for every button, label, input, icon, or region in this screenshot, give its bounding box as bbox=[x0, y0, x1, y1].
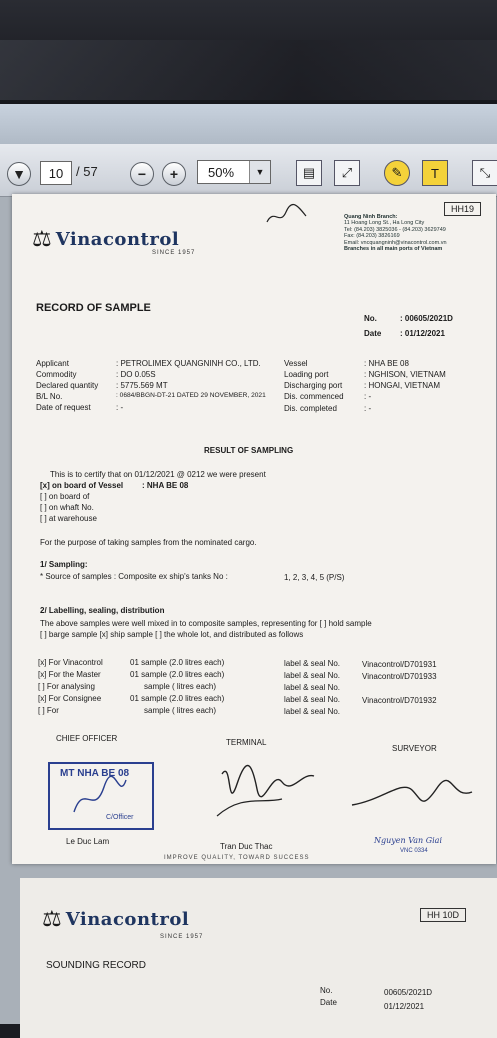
loading-port-label: Loading port bbox=[284, 370, 329, 379]
no-label-2: No. bbox=[320, 986, 333, 995]
form-code: HH19 bbox=[444, 202, 481, 216]
sampling-tanks: 1, 2, 3, 4, 5 (P/S) bbox=[284, 573, 345, 582]
bl-value: : 0684/BBGN-DT-21 DATED 29 NOVEMBER, 2021 bbox=[116, 392, 266, 399]
comment-icon[interactable]: ✎ bbox=[384, 160, 410, 186]
form-code-2: HH 10D bbox=[420, 908, 466, 922]
no-value-2: 00605/2021D bbox=[384, 988, 433, 997]
branch-address bbox=[344, 214, 447, 252]
sampling-heading: 1/ Sampling: bbox=[40, 560, 88, 569]
purpose-line: For the purpose of taking samples from the nominated cargo. bbox=[40, 538, 257, 547]
initials-signature bbox=[262, 202, 312, 232]
request-date-label: Date of request bbox=[36, 403, 91, 412]
document-page-next bbox=[20, 878, 497, 1038]
quantity-value: : 5775.569 MT bbox=[116, 381, 168, 390]
date-value: : 01/12/2021 bbox=[400, 329, 445, 338]
viewer-header-strip bbox=[0, 104, 497, 144]
sampling-source: * Source of samples : Composite ex ship's tanks No : bbox=[40, 572, 228, 581]
surveyor-code: VNC 0334 bbox=[400, 848, 428, 854]
result-heading: RESULT OF SAMPLING bbox=[204, 446, 294, 455]
branch-line: Quang Ninh Branch: bbox=[344, 214, 398, 220]
date-value-2: 01/12/2021 bbox=[384, 1002, 425, 1011]
dist-seal: Vinacontrol/D701933 bbox=[362, 672, 437, 681]
discharging-port-value: : HONGAI, VIETNAM bbox=[364, 381, 441, 390]
applicant-label: Applicant bbox=[36, 359, 69, 368]
surveyor-label: SURVEYOR bbox=[392, 744, 437, 753]
dist-label: label & seal No. bbox=[284, 683, 341, 692]
no-value: : 00605/2021D bbox=[400, 314, 453, 323]
labelling-line-2: [ ] barge sample [x] ship sample [ ] the whole lot, and distributed as follows bbox=[40, 630, 304, 639]
applicant-value: : PETROLIMEX QUANGNINH CO., LTD. bbox=[116, 359, 261, 368]
check-warehouse: [ ] at warehouse bbox=[40, 514, 97, 523]
dist-sample: sample ( litres each) bbox=[144, 682, 217, 691]
quantity-label: Declared quantity bbox=[36, 381, 99, 390]
chief-officer-name: Le Duc Lam bbox=[66, 837, 110, 846]
commodity-value: : DO 0.05S bbox=[116, 370, 156, 379]
request-date-value: : - bbox=[116, 403, 124, 412]
fit-width-icon[interactable]: ⤢ bbox=[334, 160, 360, 186]
check-whaft: [ ] on whaft No. bbox=[40, 503, 94, 512]
dist-label: label & seal No. bbox=[284, 695, 341, 704]
labelling-line-1: The above samples were well mixed in to composite samples, representing for [ ] hold sample bbox=[40, 619, 372, 628]
since-label-2: SINCE 1957 bbox=[160, 934, 204, 940]
slogan: IMPROVE QUALITY, TOWARD SUCCESS bbox=[164, 855, 310, 861]
branch-line: Email: vncquangninh@vinacontrol.com.vn bbox=[344, 239, 447, 246]
zoom-select[interactable] bbox=[197, 160, 271, 184]
brand-name-2: Vinacontrol bbox=[65, 908, 190, 930]
dist-for: [x] For Vinacontrol bbox=[38, 658, 103, 667]
dis-commenced-value: : - bbox=[364, 392, 372, 401]
terminal-signature bbox=[202, 754, 322, 824]
dist-label: label & seal No. bbox=[284, 707, 341, 716]
dist-for: [ ] For bbox=[38, 706, 59, 715]
vinacontrol-logo bbox=[32, 226, 179, 252]
dist-seal: Vinacontrol/D701931 bbox=[362, 660, 437, 669]
terminal-name: Tran Duc Thac bbox=[220, 842, 273, 851]
on-board-label: [x] on board of Vessel bbox=[40, 481, 124, 490]
date-label: Date bbox=[364, 329, 382, 338]
dist-sample: 01 sample (2.0 litres each) bbox=[130, 670, 225, 679]
zoom-in-icon[interactable]: + bbox=[162, 162, 186, 186]
dist-for: [x] For the Master bbox=[38, 670, 101, 679]
fit-page-icon[interactable]: ▤ bbox=[296, 160, 322, 186]
branch-line: 11 Hoang Long St., Ha Long City bbox=[344, 220, 425, 227]
surveyor-name: Nguyen Van Giai bbox=[374, 836, 443, 845]
dist-for: [x] For Consignee bbox=[38, 694, 102, 703]
no-label: No. bbox=[364, 314, 377, 323]
dis-completed-value: : - bbox=[364, 404, 372, 413]
vessel-label: Vessel bbox=[284, 359, 308, 368]
dis-commenced-label: Dis. commenced bbox=[284, 392, 344, 401]
page-number-input[interactable]: 10 bbox=[40, 161, 72, 185]
bl-label: B/L No. bbox=[36, 392, 63, 401]
branch-line: Fax: (84.203) 3826169 bbox=[344, 233, 400, 240]
terminal-label: TERMINAL bbox=[226, 738, 267, 747]
chevron-down-icon[interactable]: ▼ bbox=[249, 161, 270, 183]
labelling-heading: 2/ Labelling, sealing, distribution bbox=[40, 606, 165, 615]
zoom-value: 50% bbox=[208, 164, 235, 180]
chief-officer-label: CHIEF OFFICER bbox=[56, 734, 118, 743]
dist-sample: 01 sample (2.0 litres each) bbox=[130, 694, 225, 703]
dist-label: label & seal No. bbox=[284, 671, 341, 680]
branch-line: Branches in all main ports of Vietnam bbox=[344, 246, 443, 253]
chief-officer-signature bbox=[64, 772, 134, 822]
check-on-board: [ ] on board of bbox=[40, 492, 90, 501]
dist-sample: sample ( litres each) bbox=[144, 706, 217, 715]
branch-line: Tel: (84.203) 3825036 - (84.203) 3629749 bbox=[344, 226, 446, 233]
document-title: RECORD OF SAMPLE bbox=[36, 302, 151, 314]
stamp-text: MT NHA BE 08 bbox=[60, 768, 130, 779]
dist-seal: Vinacontrol/D701932 bbox=[362, 696, 437, 705]
dist-label: label & seal No. bbox=[284, 659, 341, 668]
loading-port-value: : NGHISON, VIETNAM bbox=[364, 370, 446, 379]
dist-sample: 01 sample (2.0 litres each) bbox=[130, 658, 225, 667]
next-page-icon[interactable]: ▼ bbox=[7, 162, 31, 186]
stamp-sub: C/Officer bbox=[106, 814, 134, 821]
dis-completed-label: Dis. completed bbox=[284, 404, 337, 413]
commodity-label: Commodity bbox=[36, 370, 77, 379]
brand-name: Vinacontrol bbox=[55, 228, 180, 250]
sounding-title: SOUNDING RECORD bbox=[46, 960, 147, 971]
certify-line: This is to certify that on 01/12/2021 @ 0212 we were present bbox=[50, 470, 266, 479]
document-page bbox=[12, 194, 496, 864]
discharging-port-label: Discharging port bbox=[284, 381, 343, 390]
page-total-label: / 57 bbox=[76, 164, 98, 179]
zoom-out-icon[interactable]: − bbox=[130, 162, 154, 186]
vinacontrol-logo-2 bbox=[42, 906, 189, 932]
expand-icon[interactable]: ⤡ bbox=[472, 160, 497, 186]
vessel-value: : NHA BE 08 bbox=[364, 359, 409, 368]
scales-icon: ⚖ bbox=[32, 226, 52, 251]
since-label: SINCE 1957 bbox=[152, 250, 196, 256]
on-board-value: : NHA BE 08 bbox=[142, 481, 189, 490]
monitor-glare bbox=[0, 40, 497, 100]
surveyor-signature bbox=[342, 770, 482, 820]
highlight-icon[interactable]: T bbox=[422, 160, 448, 186]
date-label-2: Date bbox=[320, 998, 337, 1007]
scales-icon: ⚖ bbox=[42, 906, 62, 931]
dist-for: [ ] For analysing bbox=[38, 682, 95, 691]
